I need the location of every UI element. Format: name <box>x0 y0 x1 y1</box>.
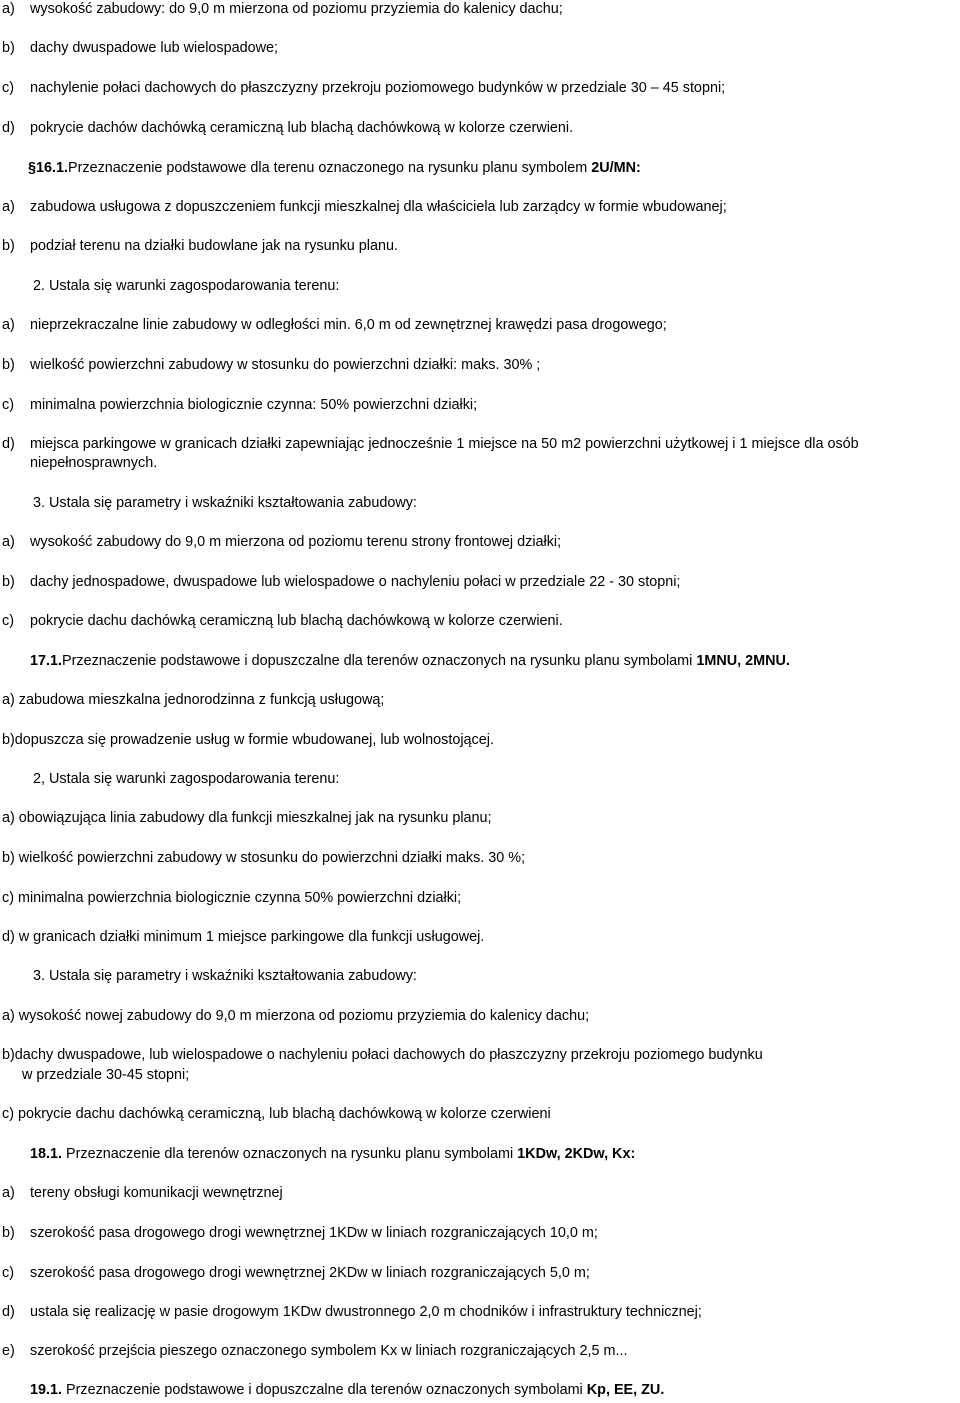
item-text: ustala się realizację w pasie drogowym 1KDw dwustronnego 2,0 m chodników i infrastruktury technicznej; <box>30 1304 702 1320</box>
item-text: pokrycie dachów dachówką ceramiczną lub blachą dachówkową w kolorze czerwieni. <box>30 120 574 136</box>
item-text: miejsca parkingowe w granicach działki zapewniając jednocześnie 1 miejsce na 50 m2 powierzchni użytkowej i 1 miejsce dla osób niepełnosprawnych. <box>30 436 859 471</box>
list-item: a) wysokość nowej zabudowy do 9,0 m mierzona od poziomu przyziemia do kalenicy dachu; <box>2 1008 590 1024</box>
item-text: minimalna powierzchnia biologicznie czynna: 50% powierzchni działki; <box>30 397 478 413</box>
section-text: Przeznaczenie podstawowe i dopuszczalne dla terenów oznaczonych na rysunku planu symbolami <box>62 653 697 669</box>
item-label: d) <box>2 120 15 136</box>
section-heading <box>0 652 960 670</box>
section-symbols: 2U/MN: <box>591 160 641 176</box>
subsection-heading: 2, Ustala się warunki zagospodarowania terenu: <box>33 771 340 787</box>
list-item <box>0 435 960 475</box>
item-label: c) <box>2 1265 14 1281</box>
section-text: Przeznaczenie podstawowe dla terenu oznaczonego na rysunku planu symbolem <box>68 160 592 176</box>
section-number: 18.1. <box>30 1146 63 1162</box>
item-label: a) <box>2 534 15 550</box>
item-label: b) <box>2 357 15 373</box>
item-label: a) <box>2 199 15 215</box>
item-text: zabudowa usługowa z dopuszczeniem funkcji mieszkalnej dla właściciela lub zarządcy w formie wbudowanej; <box>30 199 727 215</box>
subsection-heading: 3. Ustala się parametry i wskaźniki kształtowania zabudowy: <box>33 968 417 984</box>
item-label: b) <box>2 574 15 590</box>
subsection-heading: 3. Ustala się parametry i wskaźniki kształtowania zabudowy: <box>33 495 417 511</box>
item-text: pokrycie dachu dachówką ceramiczną lub blachą dachówkową w kolorze czerwieni. <box>30 613 563 629</box>
item-text: wysokość zabudowy do 9,0 m mierzona od poziomu terenu strony frontowej działki; <box>30 534 562 550</box>
item-label: e) <box>2 1343 15 1359</box>
section-number: 17.1. <box>30 653 63 669</box>
item-text: wielkość powierzchni zabudowy w stosunku do powierzchni działki: maks. 30% ; <box>30 357 541 373</box>
item-text: szerokość pasa drogowego drogi wewnętrznej 2KDw w liniach rozgraniczających 5,0 m; <box>30 1265 590 1281</box>
section-heading <box>0 1145 960 1163</box>
subsection-heading: 2. Ustala się warunki zagospodarowania terenu: <box>33 278 340 294</box>
item-text: szerokość przejścia pieszego oznaczonego symbolem Kx w liniach rozgraniczających 2,5 m... <box>30 1343 628 1359</box>
item-label: a) <box>2 1 15 17</box>
section-number: §16.1. <box>28 160 69 176</box>
item-text: tereny obsługi komunikacji wewnętrznej <box>30 1185 283 1201</box>
item-label: b) <box>2 238 15 254</box>
list-item: d) w granicach działki minimum 1 miejsce parkingowe dla funkcji usługowej. <box>2 929 485 945</box>
item-label: b) <box>2 40 15 56</box>
section-text: Przeznaczenie dla terenów oznaczonych na rysunku planu symbolami <box>62 1146 518 1162</box>
section-number: 19.1. <box>30 1382 63 1398</box>
list-item: b) wielkość powierzchni zabudowy w stosunku do powierzchni działki maks. 30 %; <box>2 850 526 866</box>
list-item-line-1: b)dachy dwuspadowe, lub wielospadowe o nachyleniu połaci dachowych do płaszczyzny przekroju poziomego budynku <box>2 1047 763 1063</box>
list-item: b)dopuszcza się prowadzenie usług w formie wbudowanej, lub wolnostojącej. <box>2 732 494 748</box>
item-label: d) <box>2 436 15 452</box>
item-text: dachy jednospadowe, dwuspadowe lub wielospadowe o nachyleniu połaci w przedziale 22 - 30 stopni; <box>30 574 681 590</box>
item-label: c) <box>2 80 14 96</box>
item-text: nieprzekraczalne linie zabudowy w odległości min. 6,0 m od zewnętrznej krawędzi pasa drogowego; <box>30 317 667 333</box>
item-text: nachylenie połaci dachowych do płaszczyzny przekroju poziomowego budynków w przedziale 30 – 45 stopni; <box>30 80 726 96</box>
section-heading <box>0 1381 960 1399</box>
item-text: szerokość pasa drogowego drogi wewnętrznej 1KDw w liniach rozgraniczających 10,0 m; <box>30 1225 598 1241</box>
list-item: c) minimalna powierzchnia biologicznie czynna 50% powierzchni działki; <box>2 890 462 906</box>
section-text: Przeznaczenie podstawowe i dopuszczalne dla terenów oznaczonych symbolami <box>62 1382 587 1398</box>
section-heading <box>0 159 960 177</box>
item-label: d) <box>2 1304 15 1320</box>
item-label: c) <box>2 397 14 413</box>
item-text: podział terenu na działki budowlane jak na rysunku planu. <box>30 238 399 254</box>
item-text: dachy dwuspadowe lub wielospadowe; <box>30 40 278 56</box>
section-symbols: Kp, EE, ZU. <box>586 1382 665 1398</box>
item-text: wysokość zabudowy: do 9,0 m mierzona od poziomu przyziemia do kalenicy dachu; <box>30 1 563 17</box>
list-item-line-2: w przedziale 30-45 stopni; <box>22 1067 190 1083</box>
item-label: a) <box>2 1185 15 1201</box>
list-item: a) obowiązująca linia zabudowy dla funkcji mieszkalnej jak na rysunku planu; <box>2 810 492 826</box>
item-label: c) <box>2 613 14 629</box>
section-symbols: 1KDw, 2KDw, Kx: <box>517 1146 636 1162</box>
list-item: c) pokrycie dachu dachówką ceramiczną, lub blachą dachówkową w kolorze czerwieni <box>2 1106 551 1122</box>
item-label: b) <box>2 1225 15 1241</box>
list-item <box>0 1046 960 1084</box>
section-symbols: 1MNU, 2MNU. <box>696 653 790 669</box>
list-item: a) zabudowa mieszkalna jednorodzinna z funkcją usługową; <box>2 692 385 708</box>
item-label: a) <box>2 317 15 333</box>
